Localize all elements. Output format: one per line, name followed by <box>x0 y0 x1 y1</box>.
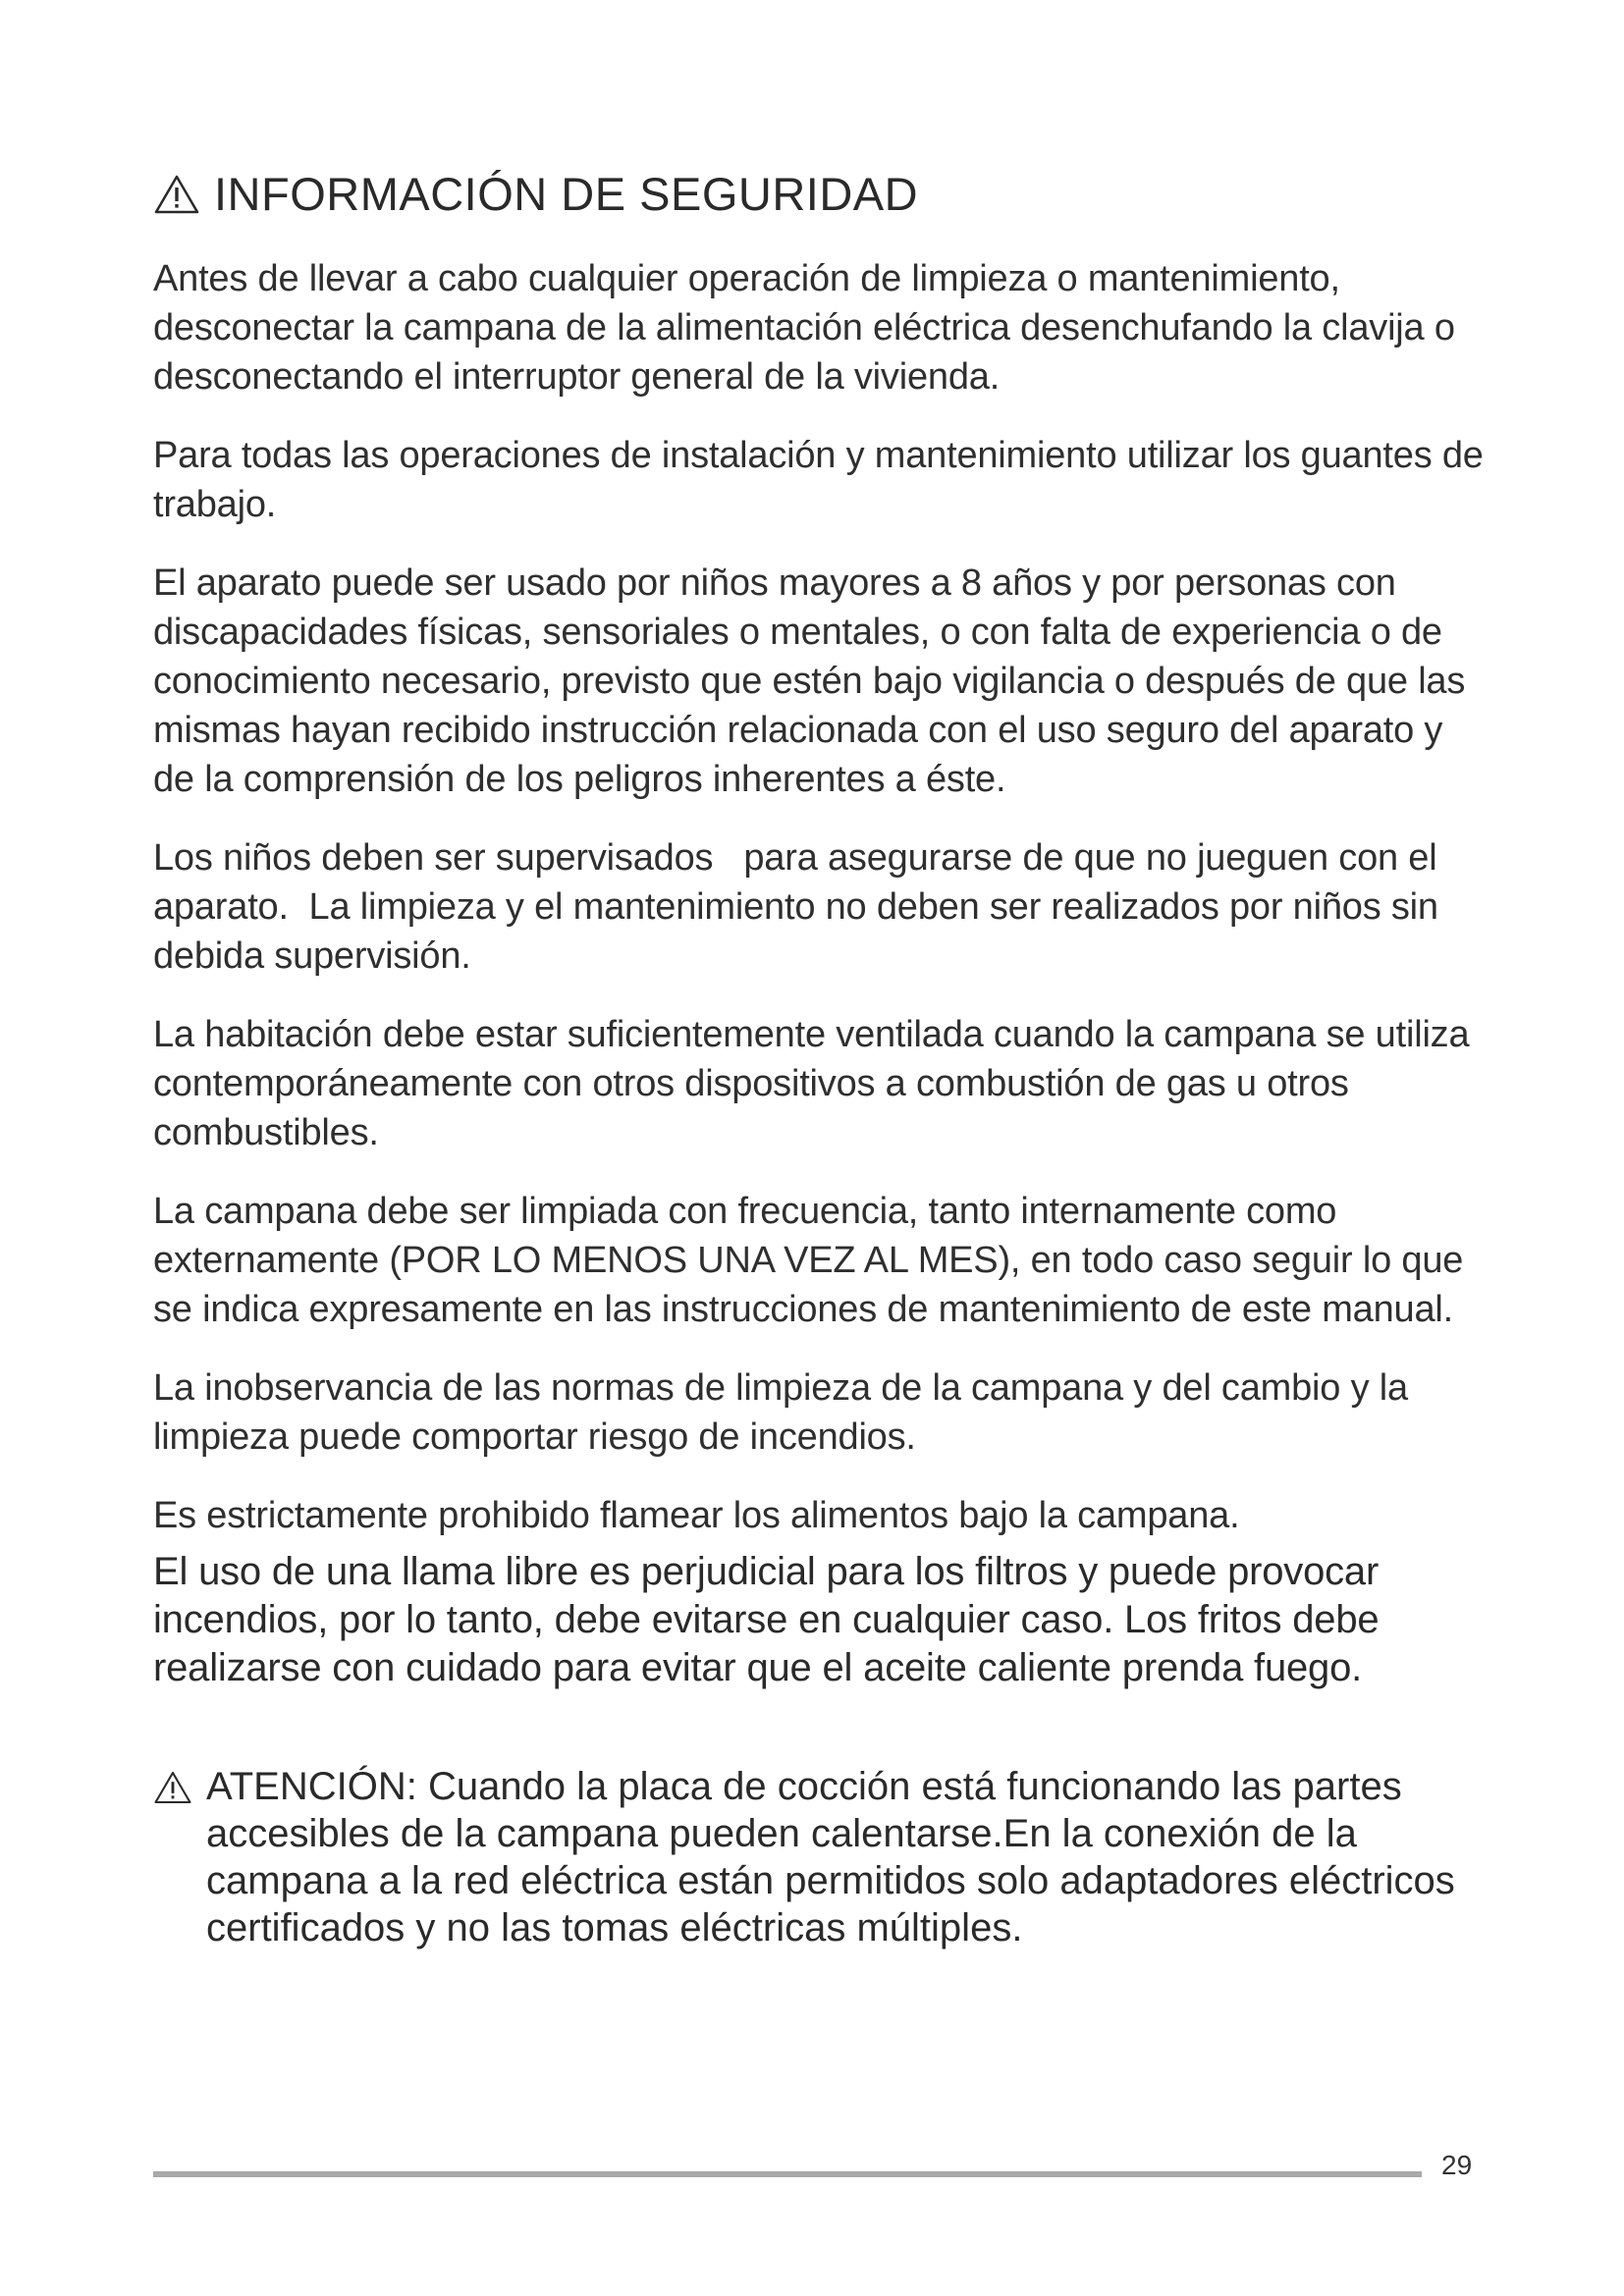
attention-text: ATENCIÓN: Cuando la placa de cocción está funcionando las partes accesibles de la campana pueden calentarse.En la conexión de la campana a la red eléctrica están permitidos solo adaptadores eléctricos certificados y no las tomas eléctricas múltiples. <box>206 1765 1455 1949</box>
paragraph-cleaning-frequency: La campana debe ser limpiada con frecuencia, tanto internamente como externamente (POR LO MENOS UNA VEZ AL MES), en todo caso seguir lo que se indica expresamente en las instrucciones de mantenimiento de este manual. <box>153 1191 1464 1330</box>
footer-divider <box>153 2171 1422 2177</box>
heading-text: INFORMACIÓN DE SEGURIDAD <box>214 168 919 220</box>
paragraph-gloves: Para todas las operaciones de instalación y mantenimiento utilizar los guantes de trabajo. <box>153 435 1484 525</box>
page-number: 29 <box>1441 2150 1473 2180</box>
attention-notice <box>153 1763 1489 1951</box>
paragraph-open-flame: El uso de una llama libre es perjudicial para los filtros y puede provocar incendios, por lo tanto, debe evitarse en cualquier caso. Los fritos debe realizarse con cuidado para evitar que el aceite caliente prenda fuego. <box>153 1550 1380 1689</box>
warning-triangle-icon <box>153 174 200 215</box>
section-heading <box>153 167 1489 221</box>
warning-triangle-icon <box>153 1770 192 1805</box>
paragraph-children-use: El aparato puede ser usado por niños mayores a 8 años y por personas con discapacidades físicas, sensoriales o mentales, o con falta de experiencia o de conocimiento necesario, previsto que estén bajo vigilancia o después de que las mismas hayan recibido instrucción relacionada con el uso seguro del aparato y de la comprensión de los peligros inherentes a éste. <box>153 562 1466 800</box>
paragraph-children-supervision: Los niños deben ser supervisados para asegurarse de que no jueguen con el aparato. La limpieza y el mantenimiento no deben ser realizados por niños sin debida supervisión. <box>153 837 1449 977</box>
paragraph-flambe-prohibited: Es estrictamente prohibido flamear los alimentos bajo la campana. <box>153 1495 1240 1536</box>
paragraph-disconnect: Antes de llevar a cabo cualquier operación de limpieza o mantenimiento, desconectar la campana de la alimentación eléctrica desenchufando la clavija o desconectando el interruptor general de la vivienda. <box>153 258 1455 398</box>
paragraph-ventilation: La habitación debe estar suficientemente ventilada cuando la campana se utiliza contemporáneamente con otros dispositivos a combustión de gas u otros combustibles. <box>153 1014 1470 1153</box>
page-content <box>153 167 1489 1951</box>
paragraph-fire-risk: La inobservancia de las normas de limpieza de la campana y del cambio y la limpieza puede comportar riesgo de incendios. <box>153 1367 1408 1458</box>
